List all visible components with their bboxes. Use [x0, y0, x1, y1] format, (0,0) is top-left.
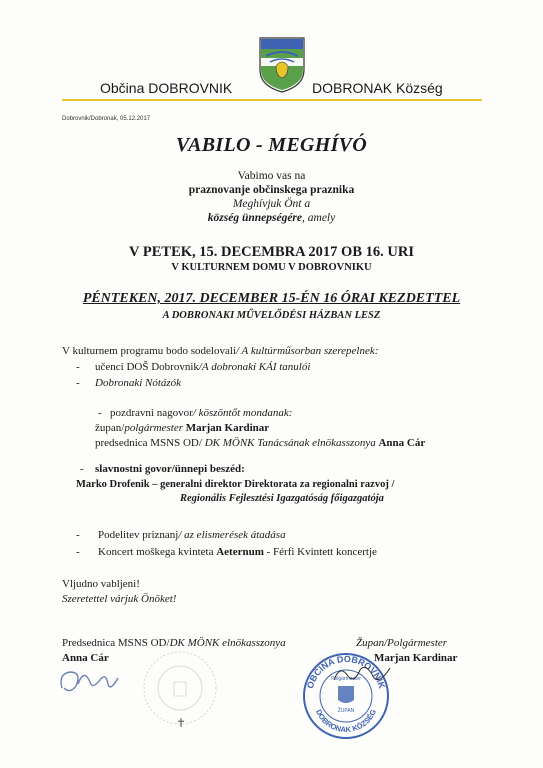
- mayor-role-sl: župan/: [95, 422, 125, 434]
- handwritten-signature-right: [330, 660, 400, 688]
- awards-hu: / az elismerések átadása: [178, 529, 286, 541]
- concert-name: Aeternum: [216, 546, 264, 558]
- header-left-municipality: [100, 80, 232, 96]
- document-title: VABILO - MEGHÍVÓ: [175, 134, 368, 156]
- bullet-dash: -: [80, 463, 84, 475]
- cross-mark: ✝: [176, 716, 187, 730]
- event-sl-when: V PETEK, 15. DECEMBRA 2017 OB 16. URI: [129, 244, 414, 260]
- right-signatory-role: Župan/Polgármester: [356, 637, 448, 649]
- greeting-sl: pozdravni nagovor: [110, 407, 193, 419]
- intro-line-2: praznovanje občinskega praznika: [188, 184, 355, 196]
- header-right-municipality: [312, 80, 443, 96]
- handwritten-signature: [56, 662, 126, 702]
- left-role-hu: DK MÖNK elnökasszonya: [169, 637, 286, 649]
- program-item-1-hu: /A dobronaki KÁI tanulói: [198, 361, 311, 373]
- pres-name: Anna Cár: [378, 437, 426, 449]
- event-sl-where: V KULTURNEM DOMU V DOBROVNIKU: [171, 262, 372, 273]
- program-intro: [62, 345, 378, 357]
- bullet-dash: -: [76, 546, 80, 558]
- mayor-role-hu: polgármester: [124, 422, 186, 434]
- program-item-1: [95, 361, 310, 373]
- concert-hu: - Férfi Kvintett koncertje: [263, 546, 377, 558]
- speech-heading: slavnostni govor/ünnepi beszéd:: [95, 463, 245, 475]
- stamp-top-text: OBČINA DOBROVNIK: [304, 653, 388, 690]
- bullet-dash: -: [76, 529, 80, 541]
- intro-line-1: Vabimo vas na: [237, 170, 306, 182]
- speaker-line-2: Regionális Fejlesztési Igazgatóság főigazgatója: [180, 493, 384, 504]
- greeting-heading: [110, 407, 292, 419]
- program-intro-hu: / A kultúrműsorban szerepelnek:: [235, 345, 379, 357]
- header-right-suffix: Község: [396, 80, 443, 96]
- intro-line-3: Meghívjuk Önt a: [232, 198, 311, 210]
- bullet-dash: -: [76, 377, 80, 389]
- mayor-line: [95, 422, 269, 434]
- left-role-sl: Predsednica MSNS OD/: [62, 637, 170, 649]
- stamp-inner-text: Polgármester: [331, 676, 361, 682]
- event-hu-when: PÉNTEKEN, 2017. DECEMBER 15-ÉN 16 ÓRAI KEZDETTEL: [82, 291, 461, 306]
- coat-of-arms-logo: [258, 36, 306, 94]
- program-item-1-sl: učenci DOŠ Dobrovnik: [95, 361, 199, 373]
- mayor-name: Marjan Kardinar: [185, 422, 270, 434]
- awards-line: [98, 529, 286, 541]
- greeting-hu: / köszöntőt mondanak:: [192, 407, 293, 419]
- header-right-name: DOBRONAK: [312, 80, 397, 96]
- intro-line-4-rest: , amely: [302, 212, 336, 224]
- program-intro-sl: V kulturnem programu bodo sodelovali: [62, 345, 236, 357]
- left-signatory-name: Anna Cár: [62, 652, 109, 664]
- closing-hu: Szeretettel várjuk Önöket!: [62, 593, 177, 605]
- concert-line: [98, 546, 377, 558]
- pres-role-sl: predsednica MSNS OD/: [95, 437, 205, 449]
- concert-sl: Koncert moškega kvinteta: [98, 546, 217, 558]
- intro-line-4: [0, 212, 543, 224]
- program-item-2: Dobronaki Nótázók: [95, 377, 182, 389]
- dateline: Dobrovnik/Dobronak, 05.12.2017: [62, 116, 151, 122]
- right-signatory-name: Marjan Kardinar: [374, 652, 458, 664]
- intro-line-4-bold: község ünnepségére: [207, 212, 303, 224]
- pres-role-hu: DK MÖNK Tanácsának elnökasszonya: [204, 437, 379, 449]
- closing-sl: Vljudno vabljeni!: [62, 578, 140, 590]
- speaker-line-1: Marko Drofenik – generalni direktor Direktorata za regionalni razvoj /: [76, 479, 395, 490]
- header-left-name: DOBROVNIK: [148, 80, 233, 96]
- event-hu-where: A DOBRONAKI MŰVELŐDÉSI HÁZBAN LESZ: [162, 310, 381, 321]
- bullet-dash: -: [98, 407, 102, 419]
- stamp-mid-text: ŽUPAN: [337, 708, 355, 714]
- header-left-prefix: Občina: [100, 80, 149, 96]
- president-line: [95, 437, 425, 449]
- bullet-dash: -: [76, 361, 80, 373]
- header-rule: [62, 99, 482, 101]
- stamp-bottom-text: DOBRONAK KÖZSÉG: [314, 708, 379, 735]
- awards-sl: Podelitev priznanj: [98, 529, 179, 541]
